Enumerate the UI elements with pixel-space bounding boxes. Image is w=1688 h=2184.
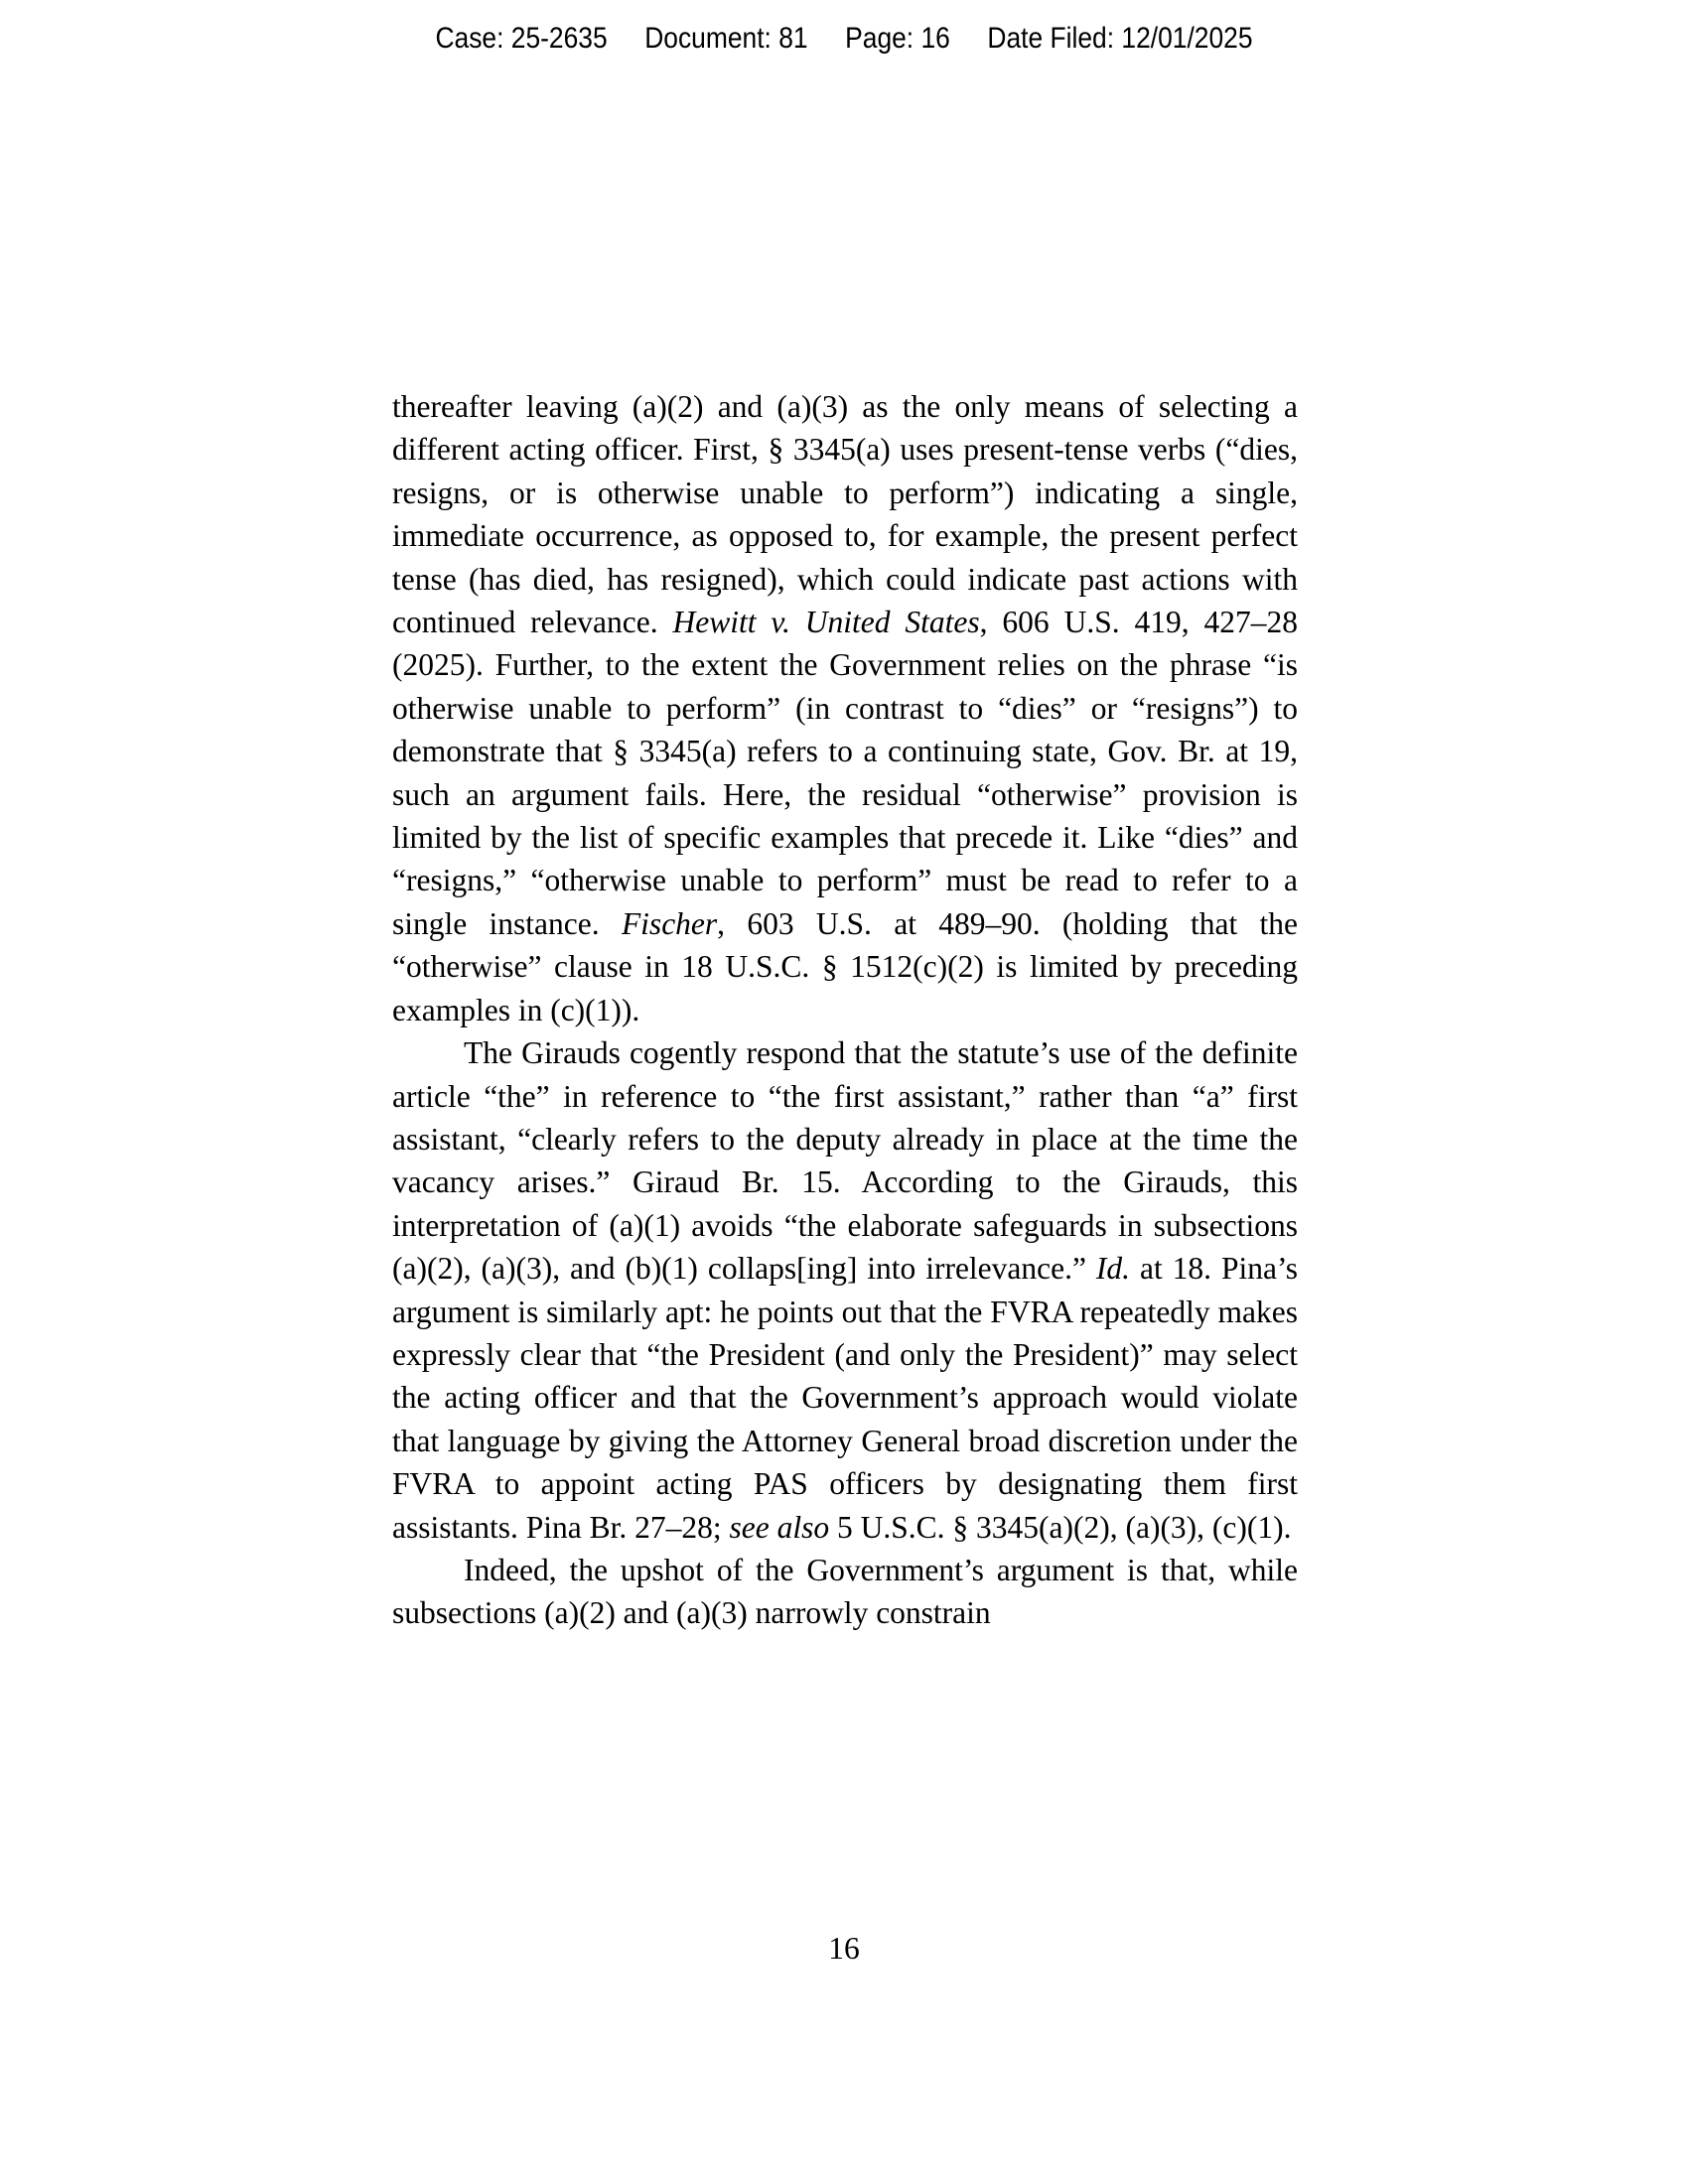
citation-id: Id. xyxy=(1095,1251,1131,1287)
paragraph-1-text-part-3: , 603 U.S. at 489–90. (holding that the “otherwise” clause in 18 U.S.C. § 1512(c)(2) is limited by preceding examples in (c)(1)). xyxy=(392,905,1298,1027)
paragraph-2 xyxy=(392,1031,1298,1549)
paragraph-1 xyxy=(392,385,1298,1031)
body-text-column xyxy=(392,385,1298,1635)
header-case-number: Case: 25-2635 xyxy=(435,22,608,55)
paragraph-2-text-part-3: 5 U.S.C. § 3345(a)(2), (a)(3), (c)(1). xyxy=(829,1509,1292,1545)
case-citation-fischer: Fischer xyxy=(621,905,718,941)
paragraph-1-text-part-2: , 606 U.S. 419, 427–28 (2025). Further, to the extent the Government relies on the phrase “is otherwise unable to perform” (in contrast to “dies” or “resigns”) to demonstrate that § 3345(a) refers to a continuing state, Gov. Br. at 19, such an argument fails. Here, the residual “otherwise” provision is limited by the list of specific examples that precede it. Like “dies” and “resigns,” “otherwise unable to perform” must be read to refer to a single instance. xyxy=(392,605,1298,941)
ecf-header-stamp xyxy=(101,22,1587,56)
paragraph-1-text-part-1: thereafter leaving (a)(2) and (a)(3) as the only means of selecting a different acting officer. First, § 3345(a) uses present-tense verbs (“dies, resigns, or is otherwise unable to perform”) indicating a single, immediate occurrence, as opposed to, for example, the present perfect tense (has died, has resigned), which could indicate past actions with continued relevance. xyxy=(392,389,1298,640)
case-citation-hewitt: Hewitt v. United States xyxy=(672,605,980,640)
signal-see-also: see also xyxy=(729,1509,830,1545)
header-document-number: Document: 81 xyxy=(644,22,808,55)
header-page-number: Page: 16 xyxy=(845,22,950,55)
footer-page-number: 16 xyxy=(828,1931,860,1966)
paragraph-3: Indeed, the upshot of the Government’s argument is that, while subsections (a)(2) and (a)(3) narrowly constrain xyxy=(392,1552,1298,1631)
paragraph-2-text-part-2: at 18. Pina’s argument is similarly apt: he points out that the FVRA repeatedly makes expressly clear that “the President (and only the President)” may select the acting officer and that the Government’s approach would violate that language by giving the Attorney General broad discretion under the FVRA to appoint acting PAS officers by designating them first assistants. Pina Br. 27–28; xyxy=(392,1251,1298,1545)
header-date-filed: Date Filed: 12/01/2025 xyxy=(987,22,1253,55)
paragraph-2-text-part-1: The Girauds cogently respond that the statute’s use of the definite article “the” in reference to “the first assistant,” rather than “a” first assistant, “clearly refers to the deputy already in place at the time the vacancy arises.” Giraud Br. 15. According to the Girauds, this interpretation of (a)(1) avoids “the elaborate safeguards in subsections (a)(2), (a)(3), and (b)(1) collaps[ing] into irrelevance.” xyxy=(392,1035,1298,1287)
